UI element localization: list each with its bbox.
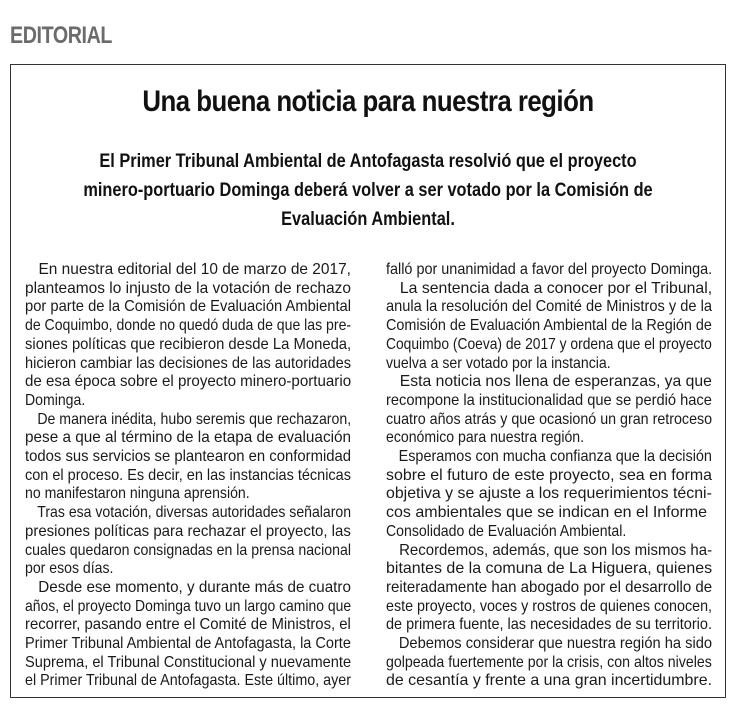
text-line: Esta noticia nos llena de esperanzas, ya que [399,373,712,391]
text-line: anula la resolución del Comité de Ministros y de la [386,298,712,316]
text-line: años, el proyecto Dominga tuvo un largo camino que [25,597,352,615]
text-line: por esos días. [25,560,114,578]
text-line: Coquimbo (Coeva) de 2017 y ordena que el proyecto [386,335,712,353]
text-line: objetiva y se ajuste a los requerimientos técni- [386,485,712,503]
text-line: este proyecto, voces y rostros de quienes conocen, [386,597,713,615]
text-line: con el proceso. Es decir, en las instancias técnicas [25,466,351,484]
text-line: no manifestaron ninguna aprensión. [25,485,250,503]
text-line: el Primer Tribunal de Antofagasta. Este último, ayer [25,672,351,690]
text-line: cos ambientales que se indican en el Informe [386,504,708,522]
text-line: pese a que al término de la etapa de evaluación [25,429,352,447]
text-line: de cesantía y frente a una gran incertidumbre. [386,672,713,690]
text-line: planteamos lo injusto de la votación de rechazo [25,279,351,297]
text-line: siones políticas que recibieron desde La Moneda, [25,335,352,353]
text-line: bitantes de la comuna de La Higuera, quienes [386,560,713,578]
text-line: Debemos considerar que nuestra región ha sido [398,635,713,653]
text-line: hicieron cambiar las decisiones de las autoridades [25,354,352,372]
text-line: De manera inédita, hubo seremis que rechazaron, [37,410,352,428]
text-line: Recordemos, además, que son los mismos ha- [399,541,713,559]
text-line: Consolidado de Evaluación Ambiental. [386,522,627,540]
text-line: En nuestra editorial del 10 de marzo de 2017, [38,261,351,278]
text-line: presiones políticas para rechazar el proyecto, las [25,522,351,540]
text-line: reiteradamente han abogado por el desarrollo de [386,578,713,596]
text-line: vuelva a ser votado por la instancia. [386,354,611,372]
text-line: todos sus servicios se plantearon en conformidad [25,448,352,466]
text-line: Comisión de Evaluación Ambiental de la Región de [386,317,712,335]
text-line: de esa época sobre el proyecto minero-portuario [25,373,352,391]
text-line: cuatro años atrás y que ocasionó un gran retroceso [386,410,713,428]
text-line: sobre el futuro de este proyecto, sea en forma [386,466,712,484]
text-line: por parte de la Comisión de Evaluación Ambiental [25,298,352,316]
left-column [25,261,351,691]
text-line: Desde ese momento, y durante más de cuatro [38,578,351,596]
headline: Una buena noticia para nuestra región [142,85,594,118]
text-line: cuales quedaron consignadas en la prensa nacional [25,541,351,559]
editorial-box [10,64,726,698]
right-column [386,261,712,691]
text-line: de primera fuente, las necesidades de su territorio. [386,616,712,634]
text-line: Primer Tribunal Ambiental de Antofagasta, la Corte [25,635,351,653]
text-line: recompone la institucionalidad que se perdió hace [386,391,712,409]
text-line: de Coquimbo, donde no quedó duda de que las pre- [25,317,352,335]
section-label: EDITORIAL [10,22,113,49]
text-line: La sentencia dada a conocer por el Tribunal, [399,279,713,297]
text-line: Esperamos con mucha confianza que la decisión [398,448,712,466]
deck-line: minero-portuario Dominga deberá volver a ser votado por la Comisión de [83,180,653,201]
text-line: económico para nuestra región. [386,429,585,447]
text-line: recorrer, pasando entre el Comité de Ministros, el [25,616,351,634]
text-line: golpeada fuertemente por la crisis, con altos niveles [386,653,712,671]
deck [29,147,707,234]
text-line: Suprema, el Tribunal Constitucional y nuevamente [25,653,352,671]
text-line: falló por unanimidad a favor del proyecto Dominga. [386,261,713,278]
deck-line: El Primer Tribunal Ambiental de Antofagasta resolvió que el proyecto [99,151,637,172]
deck-line: Evaluación Ambiental. [281,209,455,230]
text-line: Tras esa votación, diversas autoridades señalaron [37,504,352,522]
text-line: Dominga. [25,391,86,409]
